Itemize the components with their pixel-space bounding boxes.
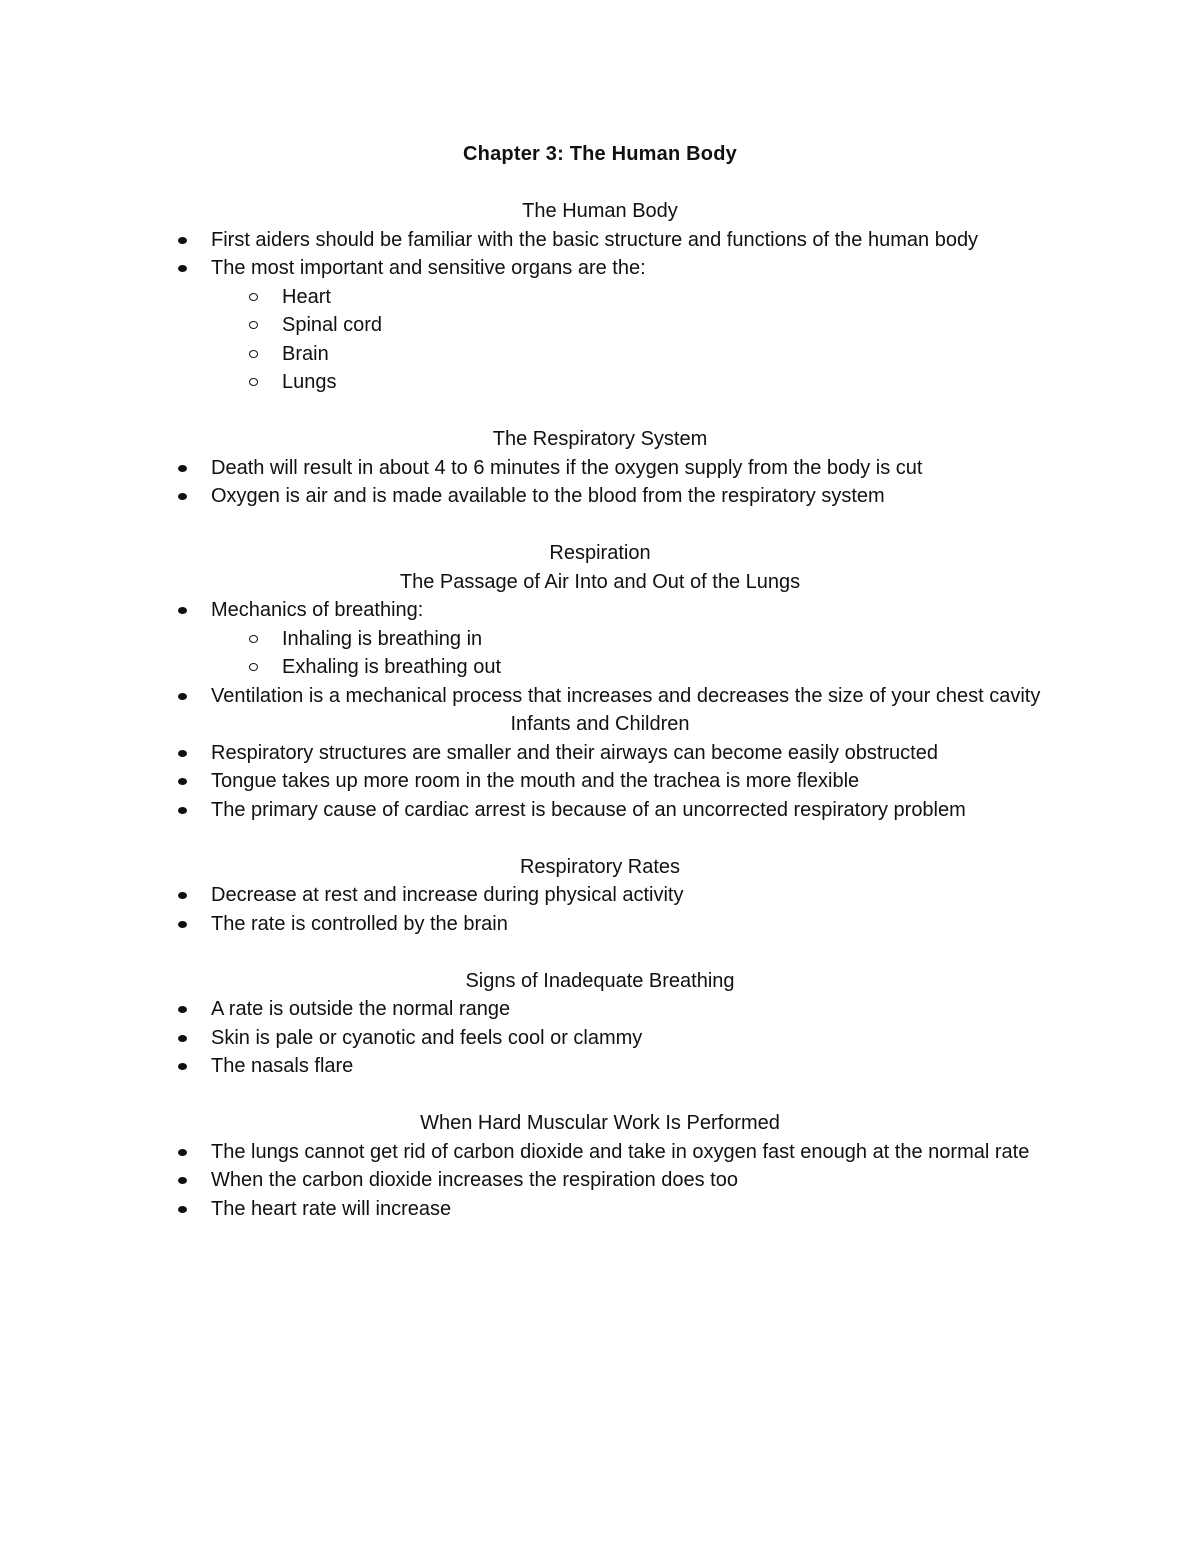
hollow-bullet-icon [249,350,258,358]
list-item: Decrease at rest and increase during physical activity [0,881,1200,910]
sub-list-item: Lungs [211,368,1060,397]
sub-bullet-list [211,625,1060,682]
section-heading-respiratory-rates: Respiratory Rates [519,855,681,878]
bullet-list [0,454,1200,511]
bullet-icon [178,237,187,244]
bullet-list [0,1138,1200,1224]
bullet-icon [178,1006,187,1013]
sub-list-item: Brain [211,340,1060,369]
bullet-list [0,226,1200,397]
bullet-icon [178,1063,187,1070]
list-item: The nasals flare [0,1052,1200,1081]
list-item: The rate is controlled by the brain [0,910,1200,939]
bullet-icon [178,607,187,614]
bullet-icon [178,1177,187,1184]
list-item: The most important and sensitive organs are the: Heart Spinal cord Brain Lungs [0,254,1200,397]
section-heading-infants-children: Infants and Children [510,713,690,735]
list-item: Respiratory structures are smaller and their airways can become easily obstructed [0,739,1200,768]
section-heading-human-body: The Human Body [522,200,678,222]
list-item: Ventilation is a mechanical process that increases and decreases the size of your chest cavity [0,682,1200,711]
sub-list-item: Exhaling is breathing out [211,653,1060,682]
list-item: First aiders should be familiar with the basic structure and functions of the human body [0,226,1200,255]
bullet-list [0,995,1200,1081]
sub-bullet-list [211,283,1060,397]
list-item: Mechanics of breathing: Inhaling is breathing in Exhaling is breathing out [0,596,1200,682]
hollow-bullet-icon [249,378,258,386]
spacer [0,511,1200,540]
bullet-icon [178,778,187,785]
section-heading-inadequate-breathing: Signs of Inadequate Breathing [465,969,735,992]
list-item: The primary cause of cardiac arrest is because of an uncorrected respiratory problem [0,796,1200,825]
page-title: Chapter 3: The Human Body [463,143,737,165]
bullet-icon [178,1035,187,1042]
bullet-icon [178,465,187,472]
hollow-bullet-icon [249,293,258,301]
list-item: Oxygen is air and is made available to the blood from the respiratory system [0,482,1200,511]
list-item: Tongue takes up more room in the mouth and the trachea is more flexible [0,767,1200,796]
bullet-list [0,881,1200,938]
hollow-bullet-icon [249,635,258,643]
sub-list-item: Heart [211,283,1060,312]
sub-list-item: Spinal cord [211,311,1060,340]
section-heading-hard-muscular-work: When Hard Muscular Work Is Performed [420,1112,780,1134]
list-item: The heart rate will increase [0,1195,1200,1224]
spacer [0,1081,1200,1110]
bullet-list [0,739,1200,825]
hollow-bullet-icon [249,321,258,329]
bullet-icon [178,1149,187,1156]
section-heading-respiratory-system: The Respiratory System [492,428,708,450]
section-heading-respiration: Respiration [549,542,651,564]
bullet-icon [178,493,187,500]
list-item: Skin is pale or cyanotic and feels cool or clammy [0,1024,1200,1053]
section-subheading-passage-of-air: The Passage of Air Into and Out of the Lungs [399,570,801,593]
list-item: A rate is outside the normal range [0,995,1200,1024]
spacer [0,824,1200,853]
hollow-bullet-icon [249,663,258,671]
bullet-list [0,596,1200,710]
sub-list-item: Inhaling is breathing in [211,625,1060,654]
spacer [0,397,1200,426]
list-item: When the carbon dioxide increases the respiration does too [0,1166,1200,1195]
spacer [0,938,1200,967]
bullet-icon [178,807,187,814]
bullet-icon [178,1206,187,1213]
list-item: The lungs cannot get rid of carbon dioxide and take in oxygen fast enough at the normal rate [0,1138,1200,1167]
bullet-icon [178,693,187,700]
bullet-icon [178,265,187,272]
bullet-icon [178,750,187,757]
bullet-icon [178,921,187,928]
bullet-icon [178,892,187,899]
list-item: Death will result in about 4 to 6 minutes if the oxygen supply from the body is cut [0,454,1200,483]
